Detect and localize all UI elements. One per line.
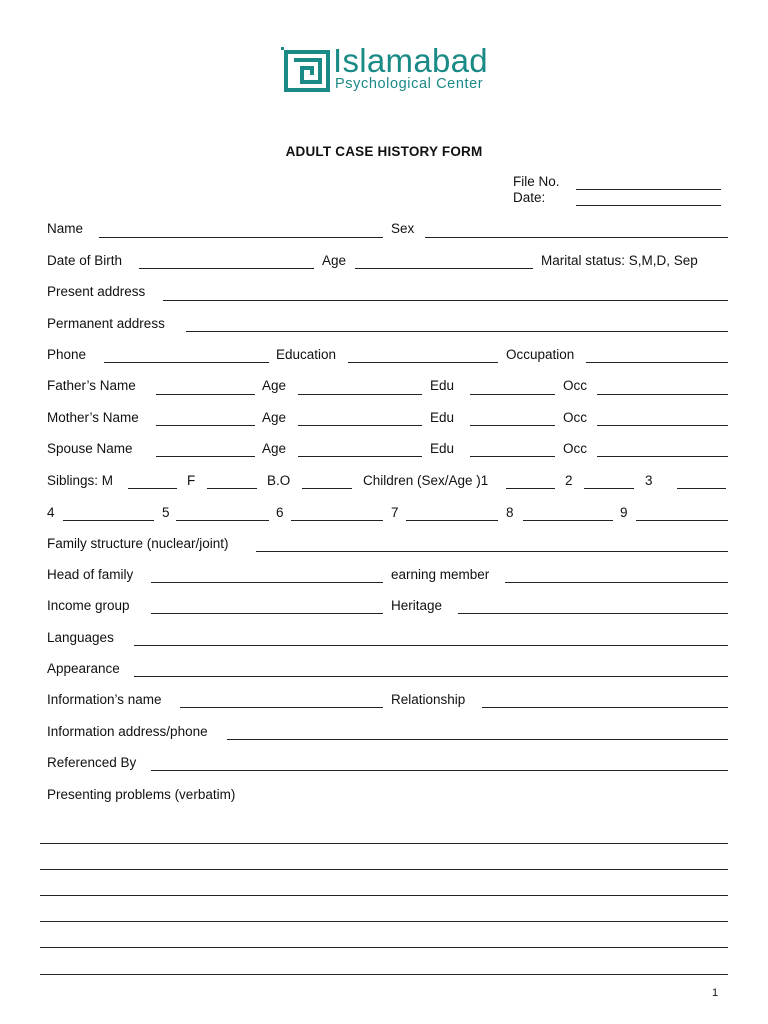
child-6-field[interactable] <box>291 520 383 521</box>
phone-label: Phone <box>47 347 87 362</box>
square-spiral-icon <box>280 46 332 92</box>
name-field[interactable] <box>99 237 383 238</box>
heritage-field[interactable] <box>458 613 728 614</box>
child-7-label: 7 <box>391 505 399 520</box>
fathers-name-field[interactable] <box>156 394 255 395</box>
present-address-label: Present address <box>47 284 146 299</box>
languages-label: Languages <box>47 630 114 645</box>
appearance-field[interactable] <box>134 676 728 677</box>
file-no-label: File No. <box>513 174 560 189</box>
relationship-field[interactable] <box>482 707 728 708</box>
child-5-label: 5 <box>162 505 170 520</box>
child-9-label: 9 <box>620 505 628 520</box>
siblings-f-label: F <box>187 473 196 488</box>
child-5-field[interactable] <box>176 520 269 521</box>
child-2-label: 2 <box>565 473 573 488</box>
presenting-problems-line[interactable] <box>40 843 728 844</box>
siblings-f-field[interactable] <box>207 488 257 489</box>
education-label: Education <box>276 347 337 362</box>
birth-order-field[interactable] <box>302 488 352 489</box>
spouse-age-field[interactable] <box>298 456 422 457</box>
spouse-age-label: Age <box>262 441 287 456</box>
presenting-problems-line[interactable] <box>40 974 728 975</box>
appearance-label: Appearance <box>47 661 120 676</box>
age-label: Age <box>322 253 347 268</box>
org-subtitle: Psychological Center <box>335 76 484 92</box>
informant-name-label: Information’s name <box>47 692 162 707</box>
page-number: 1 <box>712 987 719 999</box>
presenting-problems-line[interactable] <box>40 895 728 896</box>
mother-edu-label: Edu <box>430 410 455 425</box>
spouse-name-field[interactable] <box>156 456 255 457</box>
form-title: ADULT CASE HISTORY FORM <box>285 144 483 159</box>
income-group-label: Income group <box>47 598 130 613</box>
earning-member-field[interactable] <box>505 582 728 583</box>
child-3-field[interactable] <box>677 488 726 489</box>
occupation-label: Occupation <box>506 347 575 362</box>
mothers-name-label: Mother’s Name <box>47 410 139 425</box>
child-7-field[interactable] <box>406 520 498 521</box>
languages-field[interactable] <box>134 645 728 646</box>
occupation-field[interactable] <box>586 362 728 363</box>
dob-field[interactable] <box>139 268 314 269</box>
father-edu-field[interactable] <box>470 394 555 395</box>
presenting-problems-line[interactable] <box>40 947 728 948</box>
mothers-name-field[interactable] <box>156 425 255 426</box>
referenced-by-label: Referenced By <box>47 755 137 770</box>
spouse-edu-label: Edu <box>430 441 455 456</box>
informant-address-label: Information address/phone <box>47 724 208 739</box>
spouse-edu-field[interactable] <box>470 456 555 457</box>
phone-field[interactable] <box>104 362 269 363</box>
father-edu-label: Edu <box>430 378 455 393</box>
dob-label: Date of Birth <box>47 253 123 268</box>
siblings-m-label: Siblings: M <box>47 473 114 488</box>
mother-age-field[interactable] <box>298 425 422 426</box>
presenting-problems-label: Presenting problems (verbatim) <box>47 787 236 802</box>
spouse-name-label: Spouse Name <box>47 441 133 456</box>
mother-edu-field[interactable] <box>470 425 555 426</box>
income-group-field[interactable] <box>151 613 383 614</box>
marital-status-label: Marital status: S,M,D, Sep <box>541 253 698 268</box>
child-8-label: 8 <box>506 505 514 520</box>
family-structure-label: Family structure (nuclear/joint) <box>47 536 229 551</box>
child-8-field[interactable] <box>523 520 613 521</box>
child-3-label: 3 <box>645 473 653 488</box>
child-9-field[interactable] <box>636 520 728 521</box>
spouse-occ-field[interactable] <box>597 456 728 457</box>
permanent-address-label: Permanent address <box>47 316 165 331</box>
child-4-field[interactable] <box>63 520 154 521</box>
referenced-by-field[interactable] <box>151 770 728 771</box>
spouse-occ-label: Occ <box>563 441 588 456</box>
mother-age-label: Age <box>262 410 287 425</box>
father-occ-field[interactable] <box>597 394 728 395</box>
head-of-family-field[interactable] <box>151 582 383 583</box>
age-field[interactable] <box>355 268 533 269</box>
permanent-address-field[interactable] <box>186 331 728 332</box>
org-name: Islamabad <box>333 42 488 79</box>
child-4-label: 4 <box>47 505 55 520</box>
mother-occ-label: Occ <box>563 410 588 425</box>
sex-field[interactable] <box>425 237 728 238</box>
informant-name-field[interactable] <box>180 707 383 708</box>
sex-label: Sex <box>391 221 415 236</box>
siblings-m-field[interactable] <box>128 488 177 489</box>
file-no-field[interactable] <box>576 189 721 190</box>
date-field[interactable] <box>576 205 721 206</box>
name-label: Name <box>47 221 84 236</box>
head-of-family-label: Head of family <box>47 567 134 582</box>
father-age-label: Age <box>262 378 287 393</box>
fathers-name-label: Father’s Name <box>47 378 136 393</box>
present-address-field[interactable] <box>163 300 728 301</box>
father-age-field[interactable] <box>298 394 422 395</box>
family-structure-field[interactable] <box>256 551 728 552</box>
presenting-problems-line[interactable] <box>40 869 728 870</box>
child-1-field[interactable] <box>506 488 555 489</box>
father-occ-label: Occ <box>563 378 588 393</box>
mother-occ-field[interactable] <box>597 425 728 426</box>
earning-member-label: earning member <box>391 567 490 582</box>
education-field[interactable] <box>348 362 498 363</box>
child-2-field[interactable] <box>584 488 634 489</box>
children-label: Children (Sex/Age )1 <box>363 473 489 488</box>
heritage-label: Heritage <box>391 598 443 613</box>
relationship-label: Relationship <box>391 692 466 707</box>
date-label: Date: <box>513 190 546 205</box>
informant-address-field[interactable] <box>227 739 728 740</box>
presenting-problems-line[interactable] <box>40 921 728 922</box>
child-6-label: 6 <box>276 505 284 520</box>
birth-order-label: B.O <box>267 473 291 488</box>
